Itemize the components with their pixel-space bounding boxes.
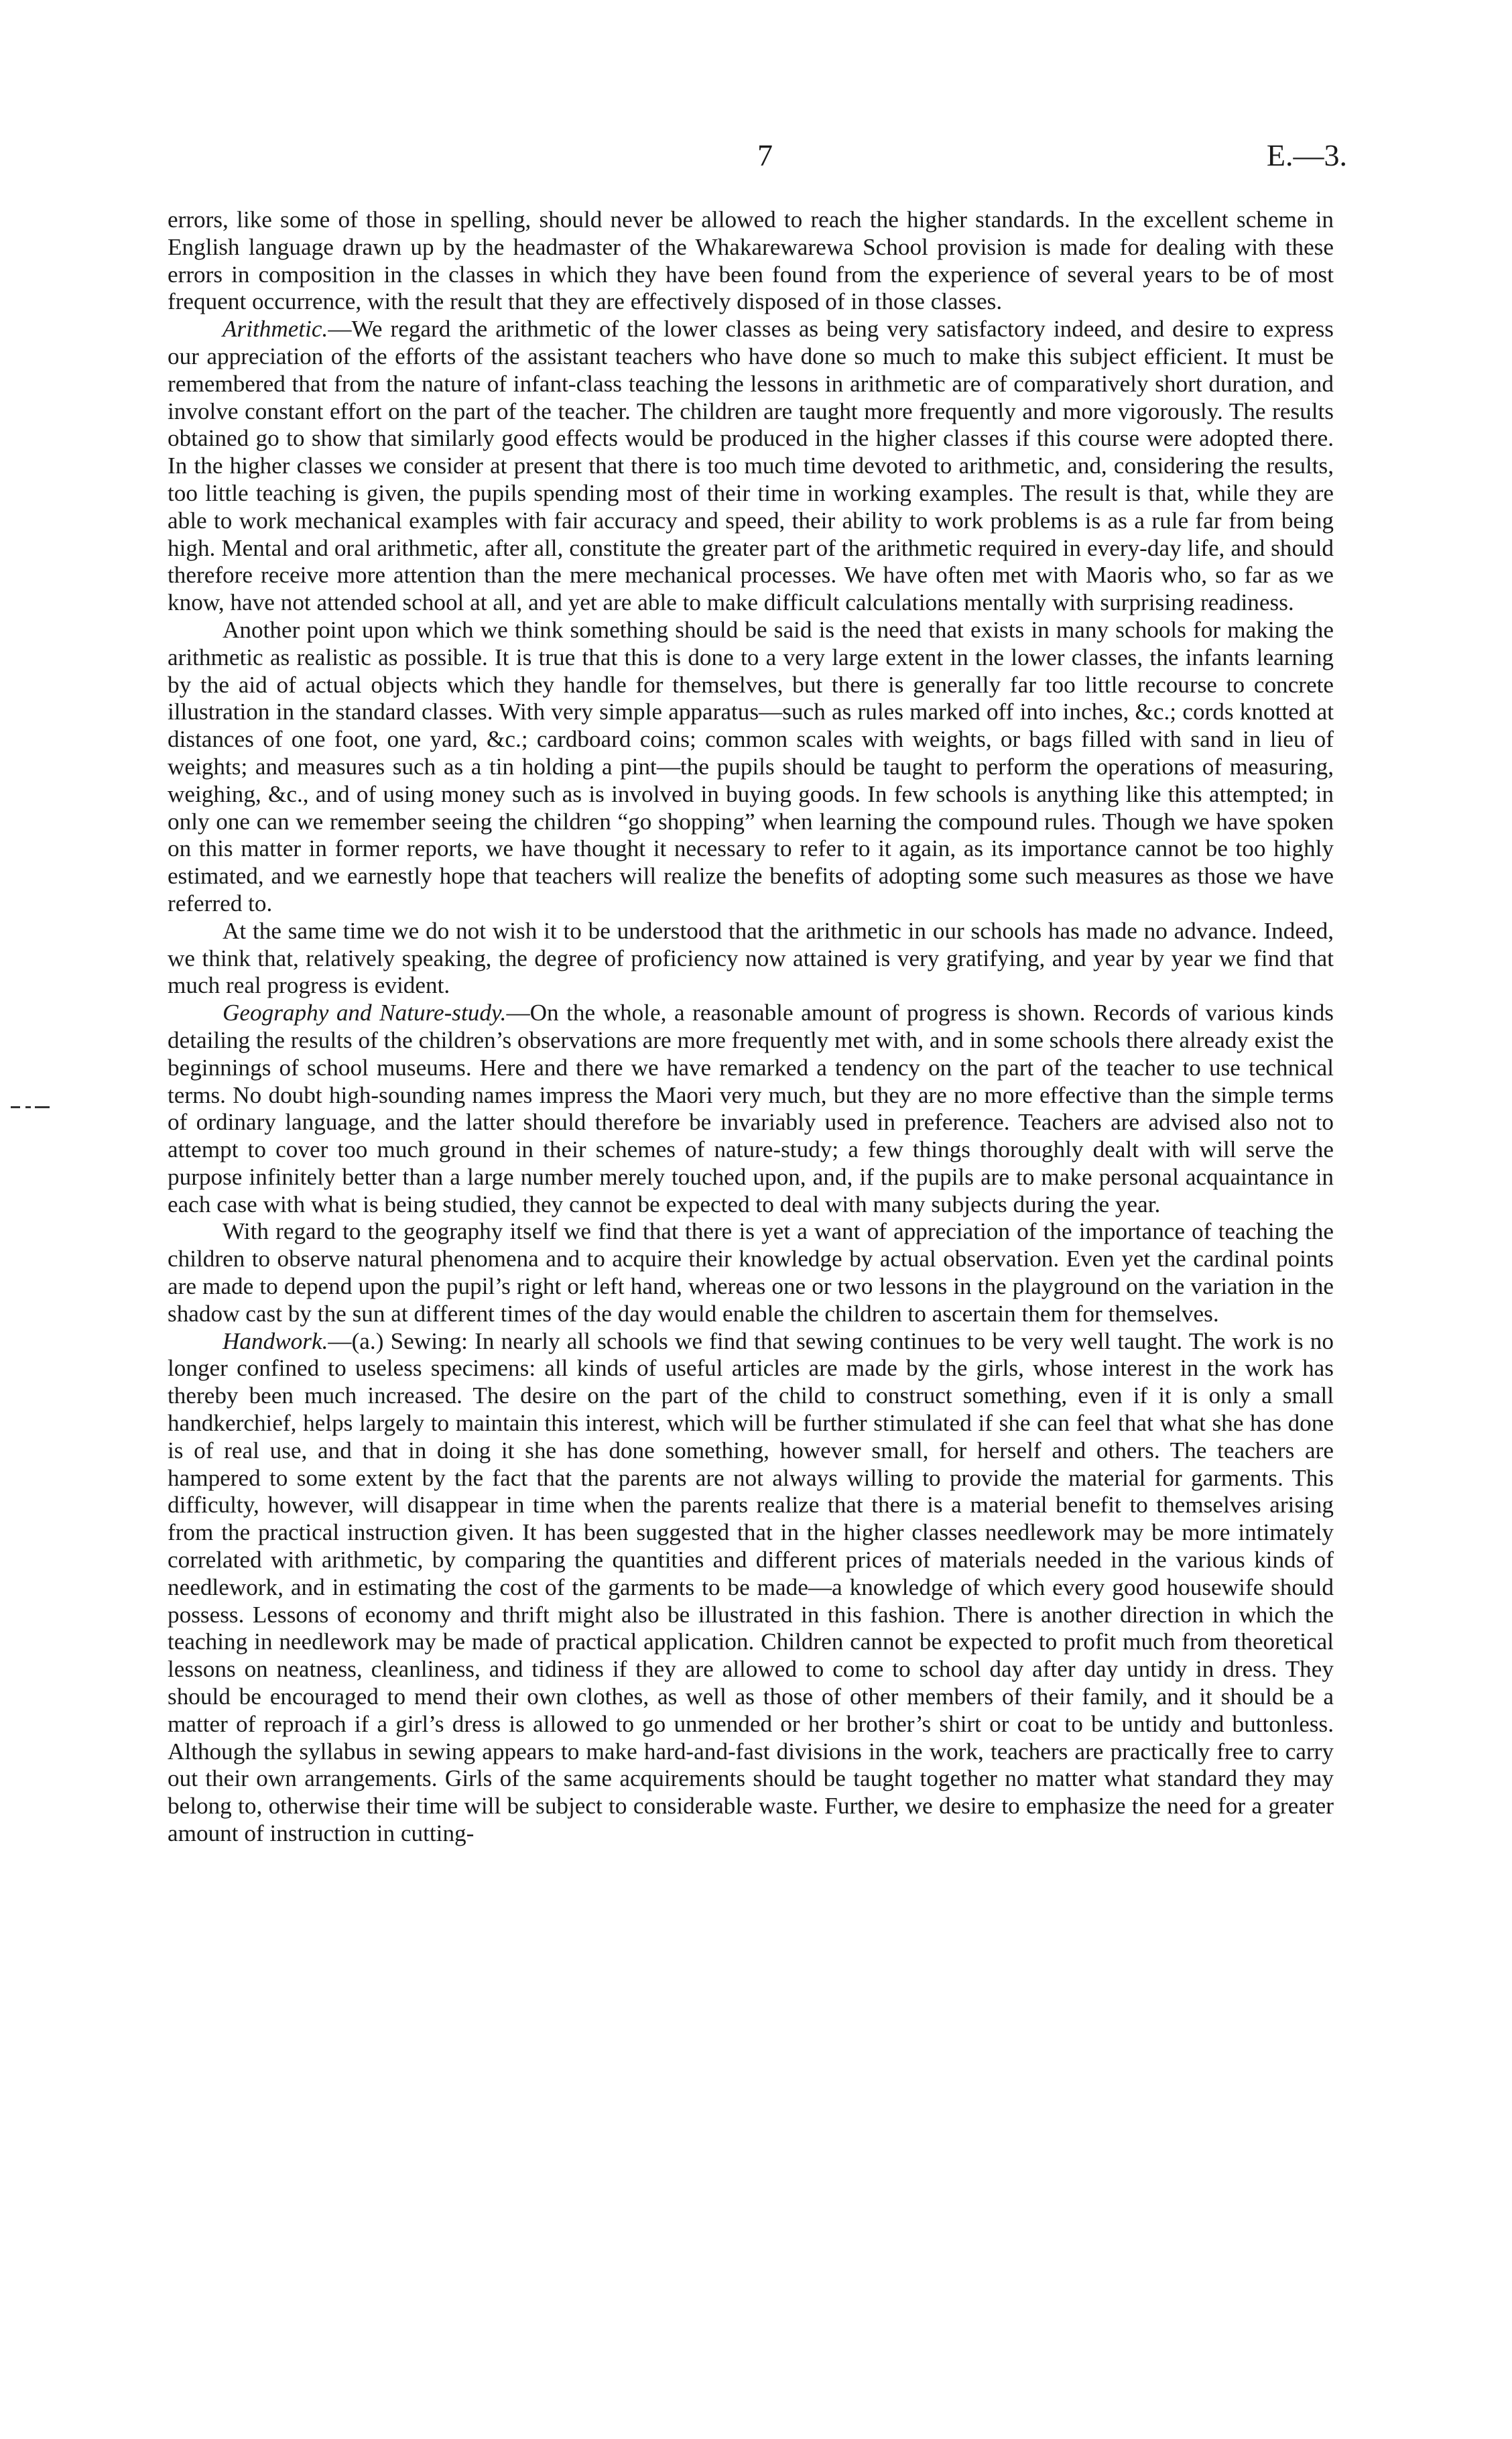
paragraph-text: errors, like some of those in spelling, should never be allowed to reach the higher standards. In the excellent scheme in English language drawn up by the headmaster of the Whakarewarewa School provision is made for dealing with these errors in composition in the classes in which they have been found from the experience of several years to be of most frequent occurrence, with the result that they are effectively disposed of in those classes. — [168, 206, 1334, 315]
paragraph — [168, 918, 1334, 1000]
paragraph-text: —On the whole, a reasonable amount of progress is shown. Records of various kinds detailing the results of the children’s observations are more frequently met with, and in some schools there already exist the beginnings of school museums. Here and there we have remarked a tendency on the part of the teacher to use technical terms. No doubt high-sounding names impress the Maori very much, but they are no more effective than the simple terms of ordinary language, and the latter should therefore be invariably used in preference. Teachers are advised also not to attempt to cover too much ground in their schemes of nature-study; a few things thoroughly dealt with will serve the purpose infinitely better than a large number merely touched upon, and, if the pupils are to make personal acquaintance in each case with what is being studied, they cannot be expected to deal with many subjects during the year. — [168, 1000, 1334, 1217]
paragraph — [168, 617, 1334, 918]
document-reference: E.—3. — [1266, 138, 1347, 172]
page-number: 7 — [757, 138, 773, 172]
paragraph-heading: Arithmetic. — [223, 316, 328, 343]
margin-mark — [11, 1106, 51, 1108]
paragraph-text: At the same time we do not wish it to be understood that the arithmetic in our schools has made no advance. Indeed, we think that, relatively speaking, the degree of proficiency now attained is very gratifying, and year by year we find that much real progress is evident. — [168, 917, 1334, 999]
paragraph-text: With regard to the geography itself we find that there is yet a want of appreciation of the importance of teaching the children to observe natural phenomena and to acquire their knowledge by actual observation. Even yet the cardinal points are made to depend upon the pupil’s right or left hand, whereas one or two lessons in the playground on the variation in the shadow cast by the sun at different times of the day would enable the children to ascertain them for themselves. — [168, 1218, 1334, 1327]
paragraph-heading: Handwork. — [223, 1327, 328, 1354]
paragraph-text: —(a.) Sewing: In nearly all schools we find that sewing continues to be very well taught. The work is no longer confined to useless specimens: all kinds of useful articles are made by the girls, whose interest in the work has thereby been much increased. The desire on the part of the child to construct something, even if it is only a small handkerchief, helps largely to maintain this interest, which will be further stimulated if she can feel that what she has done is of real use, and that in doing it she has done something, however small, for herself and others. The teachers are hampered to some extent by the fact that the parents are not always willing to provide the material for garments. This difficulty, however, will disappear in time when the parents realize that there is a material benefit to themselves arising from the practical instruction given. It has been suggested that in the higher classes needlework may be more intimately correlated with arithmetic, by comparing the quantities and different prices of materials needed in the various kinds of needlework, and in estimating the cost of the garments to be made—a knowledge of which every good housewife should possess. Lessons of economy and thrift might also be illustrated in this fashion. There is another direction in which the teaching in needlework may be made of practical application. Children cannot be expected to profit much from theoretical lessons on neatness, cleanliness, and tidiness if they are allowed to come to school day after day untidy in dress. They should be encouraged to mend their own clothes, as well as those of other members of their family, and it should be a matter of reproach if a girl’s dress is allowed to go unmended or her brother’s shirt or coat to be untidy and buttonless. Although the syllabus in sewing appears to make hard-and-fast divisions in the work, teachers are practically free to carry out their own arrangements. Girls of the same acquirements should be taught together no matter what standard they may belong to, otherwise their time will be subject to considerable waste. Further, we desire to emphasize the need for a greater amount of instruction in cutting- — [168, 1327, 1334, 1847]
paragraph-text: —We regard the arithmetic of the lower classes as being very satisfactory indeed, and desire to express our appreciation of the efforts of the assistant teachers who have done so much to make this subject efficient. It must be remembered that from the nature of infant-class teaching the lessons in arithmetic are of comparatively short duration, and involve constant effort on the part of the teacher. The children are taught more frequently and more vigorously. The results obtained go to show that similarly good effects would be produced in the higher classes if this course were adopted there. In the higher classes we consider at present that there is too much time devoted to arithmetic, and, considering the results, too little teaching is given, the pupils spending most of their time in working examples. The result is that, while they are able to work mechanical examples with fair accuracy and speed, their ability to work problems is as a rule far from being high. Mental and oral arithmetic, after all, constitute the greater part of the arithmetic required in every-day life, and should therefore receive more attention than the mere mechanical processes. We have often met with Maoris who, so far as we know, have not attended school at all, and yet are able to make difficult calculations mentally with surprising readiness. — [168, 316, 1334, 616]
page-header — [168, 137, 1347, 178]
paragraph-text: Another point upon which we think something should be said is the need that exists in many schools for making the arithmetic as realistic as possible. It is true that this is done to a very large extent in the lower classes, the infants learning by the aid of actual objects which they handle for themselves, but there is generally far too little recourse to concrete illustration in the standard classes. With very simple apparatus—such as rules marked off into inches, &c.; cords knotted at distances of one foot, one yard, &c.; cardboard coins; common scales with weights, or bags filled with sand in lieu of weights; and measures such as a tin holding a pint—the pupils should be taught to perform the operations of measuring, weighing, &c., and of using money such as is involved in buying goods. In few schools is anything like this attempted; in only one can we remember seeing the children “go shopping” when learning the compound rules. Though we have spoken on this matter in former reports, we have thought it necessary to refer to it again, as its importance cannot be too highly estimated, and we earnestly hope that teachers will realize the benefits of adopting some such measures as those we have referred to. — [168, 616, 1334, 916]
paragraph-arithmetic — [168, 316, 1334, 617]
paragraph — [168, 1218, 1334, 1327]
paragraph — [168, 206, 1334, 316]
paragraph-handwork — [168, 1328, 1334, 1848]
paragraph-geography — [168, 1000, 1334, 1218]
document-body — [168, 206, 1334, 1848]
paragraph-heading: Geography and Nature-study. — [223, 1000, 507, 1026]
